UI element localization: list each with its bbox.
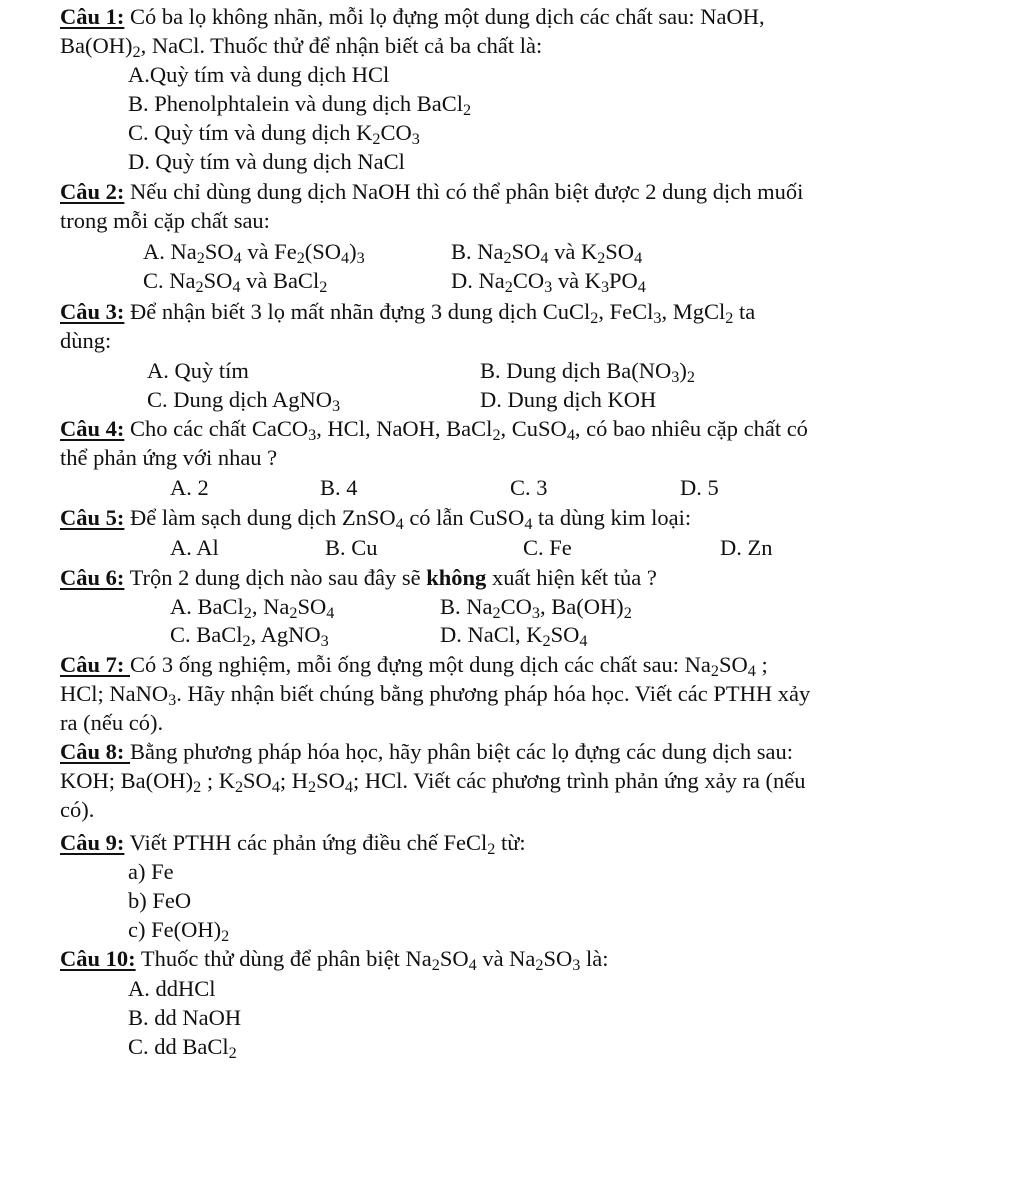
text-run: C. Dung dịch AgNO (147, 387, 332, 412)
text-run: A.Quỳ tím và dung dịch HCl (128, 62, 390, 87)
subscript: 4 (566, 426, 575, 445)
question-label: Câu 10: (60, 946, 136, 971)
subscript: 4 (232, 278, 241, 297)
subscript: 2 (487, 840, 496, 859)
question-label: Câu 1: (60, 4, 125, 29)
text-run: C. dd BaCl (128, 1034, 229, 1059)
question-stem-line (60, 503, 691, 532)
subscript: 4 (637, 278, 646, 297)
text-run: ; (755, 652, 768, 677)
text-run: dùng: (60, 328, 112, 353)
subscript: 2 (234, 778, 244, 797)
question-label: Câu 8: (60, 739, 131, 764)
text-run: có lẫn CuSO (403, 505, 525, 530)
text-run: (SO (304, 239, 342, 264)
text-run: SO (543, 946, 573, 971)
answer-option (440, 620, 587, 649)
text-run: B. Phenolphtalein và dung dịch BaCl (128, 91, 463, 116)
subscript: 4 (271, 778, 280, 797)
subscript: 4 (341, 249, 350, 268)
subscript: 3 (411, 130, 420, 149)
text-run: , FeCl (598, 299, 654, 324)
text-run: C. Na (143, 268, 196, 293)
text-run: B. Cu (325, 535, 378, 560)
text-run: SO (511, 239, 541, 264)
text-run: từ: (495, 830, 526, 855)
subscript: 3 (168, 691, 177, 710)
answer-option (523, 533, 572, 562)
answer-option (451, 237, 642, 266)
text-run: A. BaCl (170, 594, 244, 619)
text-run: Ba(OH) (60, 33, 133, 58)
question-stem-line (60, 944, 609, 973)
text-run: KOH; Ba(OH) (60, 768, 194, 793)
text-run: thể phản ứng với nhau ? (60, 445, 278, 470)
text-run: ) (349, 239, 357, 264)
text-run: Nếu chỉ dùng dung dịch NaOH thì có thể phân biệt được 2 dung dịch muối (124, 179, 804, 204)
text-run: Bằng phương pháp hóa học, hãy phân biệt các lọ đựng các dung dịch sau: (130, 739, 793, 764)
subscript: 2 (221, 927, 230, 946)
answer-option (128, 1032, 237, 1061)
question-stem-line (60, 795, 94, 824)
answer-option (480, 356, 695, 385)
text-run: xuất hiện kết tủa ? (486, 565, 657, 590)
subscript: 4 (468, 956, 477, 975)
text-run: , NaCl. Thuốc thử để nhận biết cả ba chất là: (140, 33, 543, 58)
text-run: Viết PTHH các phản ứng điều chế FeCl (124, 830, 488, 855)
text-run: Trộn 2 dung dịch nào sau đây sẽ (124, 565, 427, 590)
text-run: D. Zn (720, 535, 773, 560)
question-stem-line (60, 563, 657, 592)
answer-option (680, 473, 719, 502)
question-stem-line (60, 31, 542, 60)
subscript: 4 (395, 515, 404, 534)
answer-option (720, 533, 773, 562)
subscript: 2 (504, 278, 513, 297)
text-run: SO (203, 268, 233, 293)
text-run: , CuSO (500, 416, 567, 441)
subscript: 4 (579, 632, 588, 651)
question-stem-line (60, 708, 163, 737)
text-run: , Na (251, 594, 290, 619)
subscript: 4 (326, 604, 335, 623)
question-stem-line (60, 2, 765, 31)
text-run: PO (609, 268, 638, 293)
question-label: Câu 9: (60, 830, 125, 855)
text-run: ra (nếu có). (60, 710, 164, 735)
text-run: B. 4 (320, 475, 358, 500)
subscript: 3 (356, 249, 365, 268)
subscript: 4 (344, 778, 353, 797)
subscript: 3 (600, 278, 610, 297)
text-run: Cho các chất CaCO (124, 416, 309, 441)
text-run: B. Dung dịch Ba(NO (480, 358, 672, 383)
answer-option (128, 974, 216, 1003)
answer-option (320, 473, 358, 502)
answer-option (480, 385, 656, 414)
text-run: SO (439, 946, 469, 971)
subscript: 2 (623, 604, 632, 623)
answer-option (143, 266, 327, 295)
text-run: B. Na (451, 239, 504, 264)
text-run: , có bao nhiêu cặp chất có (574, 416, 808, 441)
subscript: 3 (308, 426, 317, 445)
text-run: D. Dung dịch KOH (480, 387, 657, 412)
answer-option (147, 385, 340, 414)
subscript: 2 (590, 309, 599, 328)
answer-option (147, 356, 249, 385)
text-run: và K (548, 239, 598, 264)
text-run: SO (605, 239, 635, 264)
subscript: 2 (462, 101, 472, 120)
text-run: A. Na (143, 239, 197, 264)
text-run: Thuốc thử dùng để phân biệt Na (135, 946, 432, 971)
text-run: Để làm sạch dung dịch ZnSO (124, 505, 396, 530)
answer-option (170, 473, 209, 502)
subscript: 4 (524, 515, 533, 534)
answer-option (170, 592, 334, 621)
text-run: CO (512, 268, 545, 293)
subscript: 2 (243, 604, 252, 623)
answer-option (170, 533, 219, 562)
text-run: SO (316, 768, 345, 793)
text-run: và BaCl (240, 268, 320, 293)
text-run: ta dùng kim loại: (532, 505, 692, 530)
subscript: 2 (725, 309, 734, 328)
text-run: Có 3 ống nghiệm, mỗi ống đựng một dung dịch các chất sau: Na (130, 652, 711, 677)
subscript: 2 (193, 778, 202, 797)
subscript: 2 (686, 368, 695, 387)
text-run: , AgNO (250, 622, 321, 647)
question-stem-line (60, 206, 270, 235)
text-run: C. Fe (523, 535, 572, 560)
text-run: SO (550, 622, 580, 647)
text-run: C. 3 (510, 475, 548, 500)
question-label: Câu 2: (60, 179, 125, 204)
text-run: là: (580, 946, 609, 971)
answer-option (451, 266, 646, 295)
answer-option (128, 147, 405, 176)
subscript: 2 (597, 249, 606, 268)
question-stem-line (60, 650, 768, 679)
subscript: 2 (431, 956, 440, 975)
question-stem-line (60, 828, 526, 857)
question-label: Câu 4: (60, 416, 125, 441)
subscript: 2 (308, 778, 317, 797)
subscript: 4 (634, 249, 643, 268)
text-run: D. Na (451, 268, 505, 293)
question-label: Câu 6: (60, 565, 125, 590)
question-stem-line (60, 414, 808, 443)
text-run: D. NaCl, K (440, 622, 543, 647)
text-run: SO (204, 239, 234, 264)
text-run: c) Fe(OH) (128, 917, 222, 942)
question-stem-line (60, 766, 806, 795)
subscript: 2 (296, 249, 305, 268)
subscript: 2 (372, 130, 381, 149)
question-stem-line (60, 679, 810, 708)
text-run: SO (297, 594, 327, 619)
text-run: , HCl, NaOH, BaCl (316, 416, 493, 441)
text-run: Có ba lọ không nhãn, mỗi lọ đựng một dung dịch các chất sau: NaOH, (124, 4, 765, 29)
text-run: ; H (279, 768, 309, 793)
answer-option (440, 592, 632, 621)
subscript: 2 (492, 604, 501, 623)
answer-option (510, 473, 548, 502)
text-run: CO (380, 120, 412, 145)
text-run: , MgCl (661, 299, 726, 324)
text-run: và Na (476, 946, 536, 971)
text-run: A. Quỳ tím (147, 358, 249, 383)
question-stem-line (60, 297, 755, 326)
answer-option (128, 1003, 241, 1032)
text-run: . Hãy nhận biết chúng bằng phương pháp hóa học. Viết các PTHH xảy (176, 681, 811, 706)
subscript: 2 (319, 278, 328, 297)
text-run: A. 2 (170, 475, 209, 500)
text-run: HCl; NaNO (60, 681, 169, 706)
subscript: 2 (542, 632, 551, 651)
subscript: 2 (289, 604, 298, 623)
bold-keyword: không (426, 565, 487, 590)
question-label: Câu 7: (60, 652, 131, 677)
subscript: 2 (195, 278, 204, 297)
question-stem-line (60, 177, 803, 206)
subscript: 3 (531, 604, 540, 623)
text-run: có). (60, 797, 95, 822)
subscript: 3 (653, 309, 662, 328)
subscript: 4 (540, 249, 549, 268)
subscript: 4 (747, 662, 756, 681)
text-run: ta (733, 299, 756, 324)
text-run: ; HCl. Viết các phương trình phản ứng xảy ra (nếu (352, 768, 806, 793)
answer-option (128, 118, 420, 147)
subscript: 2 (228, 1044, 237, 1063)
answer-option (325, 533, 378, 562)
answer-option (128, 915, 229, 944)
answer-option (128, 60, 389, 89)
question-label: Câu 3: (60, 299, 125, 324)
text-run: D. Quỳ tím và dung dịch NaCl (128, 149, 405, 174)
subscript: 3 (572, 956, 581, 975)
question-stem-line (60, 443, 277, 472)
text-run: và K (552, 268, 601, 293)
question-stem-line (60, 737, 793, 766)
subscript: 3 (332, 397, 341, 416)
text-run: D. 5 (680, 475, 719, 500)
text-run: a) Fe (128, 859, 174, 884)
text-run: SO (718, 652, 748, 677)
subscript: 3 (320, 632, 329, 651)
subscript: 2 (242, 632, 251, 651)
text-run: và Fe (241, 239, 297, 264)
text-run: trong mỗi cặp chất sau: (60, 208, 270, 233)
answer-option (143, 237, 365, 266)
text-run: C. BaCl (170, 622, 243, 647)
text-run: A. Al (170, 535, 219, 560)
subscript: 3 (544, 278, 553, 297)
text-run: ) (679, 358, 687, 383)
text-run: SO (243, 768, 272, 793)
text-run: CO (500, 594, 532, 619)
subscript: 2 (503, 249, 512, 268)
text-run: C. Quỳ tím và dung dịch K (128, 120, 373, 145)
text-run: b) FeO (128, 888, 192, 913)
subscript: 2 (196, 249, 205, 268)
subscript: 4 (233, 249, 242, 268)
answer-option (128, 89, 471, 118)
question-label: Câu 5: (60, 505, 125, 530)
answer-option (170, 620, 329, 649)
text-run: , Ba(OH) (539, 594, 624, 619)
subscript: 2 (535, 956, 544, 975)
text-run: A. ddHCl (128, 976, 216, 1001)
answer-option (128, 857, 174, 886)
subscript: 2 (492, 426, 501, 445)
subscript: 2 (710, 662, 719, 681)
text-run: B. dd NaOH (128, 1005, 242, 1030)
question-stem-line (60, 326, 111, 355)
text-run: Để nhận biết 3 lọ mất nhãn đựng 3 dung dịch CuCl (124, 299, 591, 324)
text-run: ; K (201, 768, 235, 793)
text-run: B. Na (440, 594, 493, 619)
answer-option (128, 886, 191, 915)
subscript: 3 (671, 368, 680, 387)
subscript: 2 (132, 43, 141, 62)
